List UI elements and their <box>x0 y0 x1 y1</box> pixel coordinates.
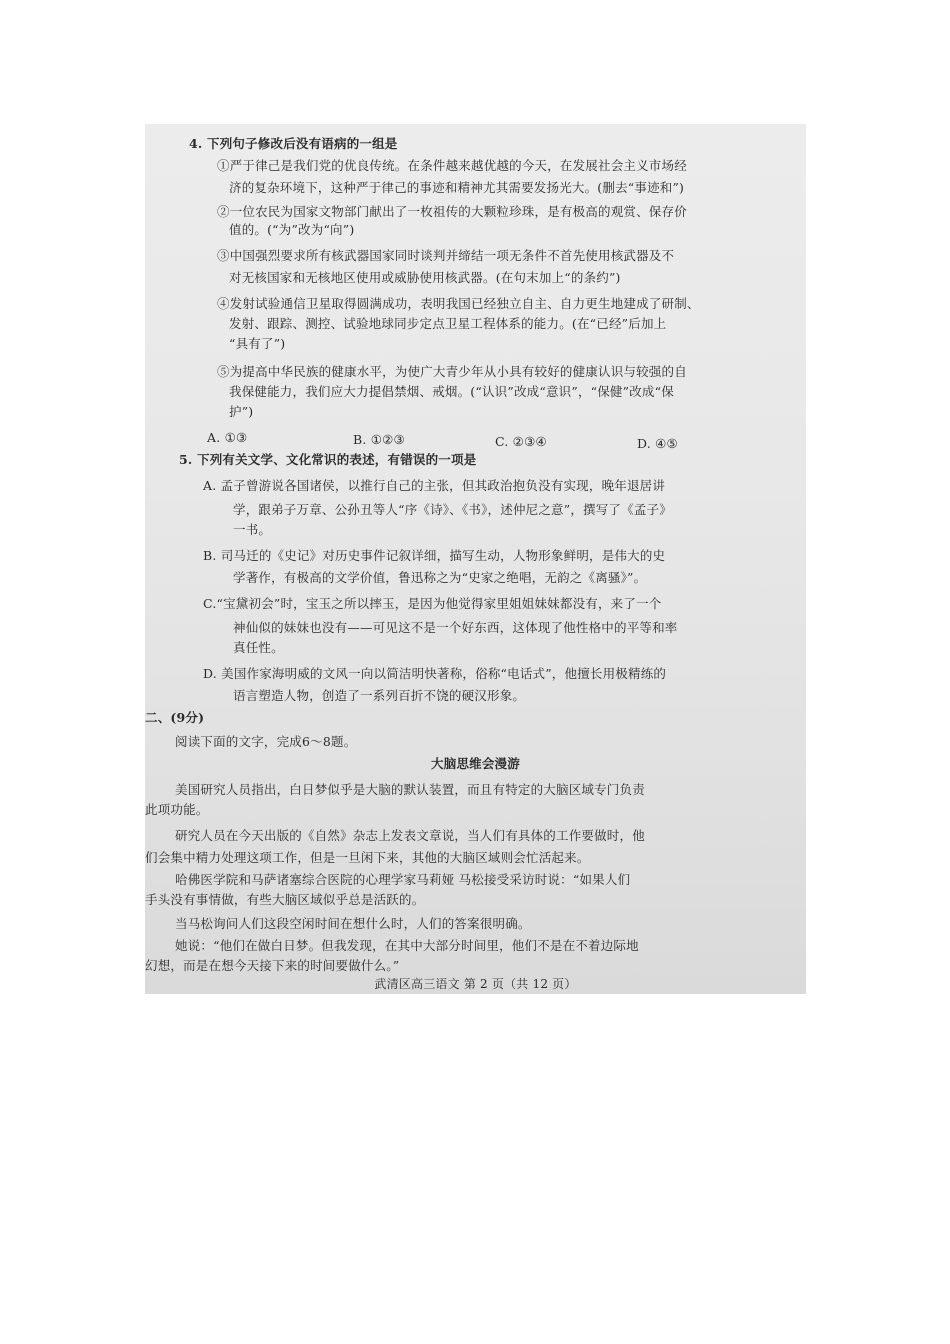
q5-option-c-line-1: C.“宝黛初会”时，宝玉之所以摔玉，是因为他觉得家里姐姐妹妹都没有，来了一个 <box>203 596 662 611</box>
q5-option-c-line-3: 真任性。 <box>233 640 284 655</box>
q4-option-d: D. ④⑤ <box>637 436 678 451</box>
section-2-heading: 二、(9分) <box>145 710 205 725</box>
paragraph-1-line-1: 美国研究人员指出，白日梦似乎是大脑的默认装置，而且有特定的大脑区域专门负责 <box>175 782 645 797</box>
q5-option-a-line-2: 学，跟弟子万章、公孙丑等人“序《诗》、《书》，述仲尼之意”，撰写了《孟子》 <box>233 502 672 517</box>
q5-option-a-line-3: 一书。 <box>233 522 272 537</box>
q5-option-b-line-1: B. 司马迁的《史记》对历史事件记叙详细，描写生动，人物形象鲜明，是伟大的史 <box>203 548 666 563</box>
question-4-stem: 4. 下列句子修改后没有语病的一组是 <box>189 136 398 151</box>
q4-sentence-5-line-1: ⑤为提高中华民族的健康水平，为使广大青少年从小具有较好的健康认识与较强的自 <box>217 364 687 379</box>
q4-sentence-5-line-3: 护”) <box>229 404 254 419</box>
scanned-page <box>145 124 806 994</box>
paragraph-4: 当马松询问人们这段空闲时间在想什么时，人们的答案很明确。 <box>175 916 531 931</box>
q4-sentence-2-line-1: ②一位农民为国家文物部门献出了一枚祖传的大颗粒珍珠，是有极高的观赏、保存价 <box>217 204 687 219</box>
q4-sentence-4-line-3: “具有了”) <box>229 336 286 351</box>
q5-option-d-line-1: D. 美国作家海明威的文风一向以简洁明快著称，俗称“电话式”，他擅长用极精练的 <box>203 666 667 681</box>
q5-option-d-line-2: 语言塑造人物，创造了一系列百折不饶的硬汉形象。 <box>233 688 526 703</box>
q4-sentence-1-line-2: 济的复杂环境下，这种严于律己的事迹和精神尤其需要发扬光大。(删去“事迹和”) <box>229 180 685 195</box>
paragraph-2-line-1: 研究人员在今天出版的《自然》杂志上发表文章说，当人们有具体的工作要做时，他 <box>175 828 645 843</box>
question-5-stem: 5. 下列有关文学、文化常识的表述，有错误的一项是 <box>179 452 477 467</box>
q4-sentence-3-line-2: 对无核国家和无核地区使用或威胁使用核武器。(在句末加上“的条约”) <box>229 270 621 285</box>
q4-sentence-5-line-2: 我保健能力，我们应大力提倡禁烟、戒烟。(“认识”改成“意识”，“保健”改成“保 <box>229 384 674 399</box>
q4-sentence-4-line-2: 发射、跟踪、测控、试验地球同步定点卫星工程体系的能力。(在“已经”后加上 <box>229 316 667 331</box>
q5-option-b-line-2: 学著作，有极高的文学价值，鲁迅称之为“史家之绝唱，无韵之《离骚》”。 <box>233 570 647 585</box>
paragraph-3-line-1: 哈佛医学院和马萨诸塞综合医院的心理学家马莉娅 马松接受采访时说：“如果人们 <box>175 872 631 887</box>
q4-option-b: B. ①②③ <box>353 432 405 447</box>
article-title: 大脑思维会漫游 <box>431 756 520 771</box>
paragraph-5-line-1: 她说：“他们在做白日梦。但我发现，在其中大部分时间里，他们不是在不着边际地 <box>175 938 639 953</box>
page-footer: 武清区高三语文 第 2 页（共 12 页） <box>374 977 577 991</box>
paragraph-1-line-2: 此项功能。 <box>145 802 209 817</box>
q5-option-a-line-1: A. 孟子曾游说各国诸侯，以推行自己的主张，但其政治抱负没有实现，晚年退居讲 <box>203 478 666 493</box>
paragraph-3-line-2: 手头没有事情做，有些大脑区域似乎总是活跃的。 <box>145 892 425 907</box>
q4-sentence-4-line-1: ④发射试验通信卫星取得圆满成功，表明我国已经独立自主、自力更生地建成了研制、 <box>217 296 700 311</box>
paragraph-5-line-2: 幻想，而是在想今天接下来的时间要做什么。” <box>145 958 400 973</box>
q4-option-c: C. ②③④ <box>495 434 547 449</box>
q5-option-c-line-2: 神仙似的妹妹也没有——可见这不是一个好东西，这体现了他性格中的平等和率 <box>233 620 678 635</box>
paragraph-2-line-2: 们会集中精力处理这项工作，但是一旦闲下来，其他的大脑区域则会忙活起来。 <box>145 850 590 865</box>
q4-sentence-3-line-1: ③中国强烈要求所有核武器国家同时谈判并缔结一项无条件不首先使用核武器及不 <box>217 248 675 263</box>
q4-sentence-2-line-2: 值的。(“为”改为“向”) <box>229 222 355 237</box>
q4-option-a: A. ①③ <box>207 430 248 445</box>
q4-sentence-1-line-1: ①严于律己是我们党的优良传统。在条件越来越优越的今天，在发展社会主义市场经 <box>217 158 687 173</box>
section-2-instruction: 阅读下面的文字，完成6～8题。 <box>175 734 357 749</box>
